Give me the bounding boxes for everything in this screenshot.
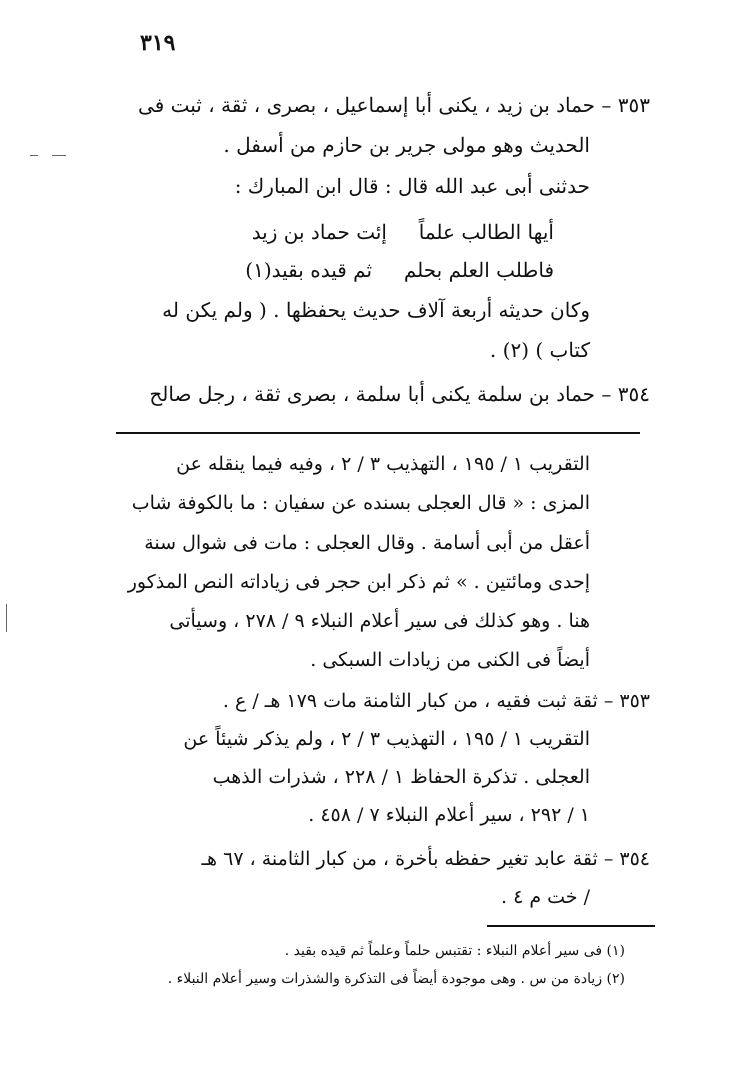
footnote: (١) فى سير أعلام النبلاء : تقتبس حلماً وعلماً ثم قيده بقيد . [284, 943, 625, 959]
note-line: / خت م ٤ . [501, 886, 590, 908]
note-line: المزى : « قال العجلى بسنده عن سفيان : ما بالكوفة شاب [131, 492, 590, 514]
notes-separator [116, 432, 640, 434]
note-line: ٣٥٤ – ثقة عابد تغير حفظه بأخرة ، من كبار الثامنة ، ٦٧ هـ [201, 848, 650, 870]
main-line: ٣٥٣ – حماد بن زيد ، يكنى أبا إسماعيل ، بصرى ، ثقة ، ثبت فى [138, 93, 650, 117]
note-line: التقريب ١ / ١٩٥ ، التهذيب ٣ / ٢ ، ولم يذكر شيئاً عن [183, 728, 590, 750]
page-number: ٣١٩ [140, 30, 176, 56]
scan-mark [30, 155, 38, 156]
note-line: هنا . وهو كذلك فى سير أعلام النبلاء ٩ / ٢٧٨ ، وسيأتى [169, 610, 590, 632]
note-line: أعقل من أبى أسامة . وقال العجلى : مات فى شوال سنة [144, 532, 590, 554]
note-line: ٣٥٣ – ثقة ثبت فقيه ، من كبار الثامنة مات ١٧٩ هـ / ع . [222, 690, 650, 712]
note-line: أيضاً فى الكنى من زيادات السبكى . [310, 649, 590, 671]
scan-mark [52, 155, 66, 156]
verse-line: أيها الطالب علماً إئت حماد بن زيد [251, 220, 554, 244]
main-line: ٣٥٤ – حماد بن سلمة يكنى أبا سلمة ، بصرى ثقة ، رجل صالح [149, 382, 650, 406]
footnote: (٢) زيادة من س . وهى موجودة أيضاً فى التذكرة والشذرات وسير أعلام النبلاء . [167, 971, 625, 987]
footnote-separator [487, 925, 655, 927]
note-line: التقريب ١ / ١٩٥ ، التهذيب ٣ / ٢ ، وفيه فيما ينقله عن [176, 453, 590, 475]
main-line: حدثنى أبى عبد الله قال : قال ابن المبارك : [234, 174, 590, 198]
note-line: العجلى . تذكرة الحفاظ ١ / ٢٢٨ ، شذرات الذهب [212, 766, 590, 788]
main-line: الحديث وهو مولى جرير بن حازم من أسفل . [223, 133, 590, 157]
note-line: إحدى ومائتين . » ثم ذكر ابن حجر فى زياداته النص المذكور [127, 571, 590, 593]
verse-line: فاطلب العلم بحلم ثم قيده بقيد(١) [245, 258, 554, 282]
note-line: ١ / ٢٩٢ ، سير أعلام النبلاء ٧ / ٤٥٨ . [308, 804, 590, 826]
scan-mark [6, 604, 7, 632]
main-line: وكان حديثه أربعة آلاف حديث يحفظها . ( ولم يكن له [162, 298, 590, 322]
main-line: كتاب ) (٢) . [489, 338, 590, 362]
